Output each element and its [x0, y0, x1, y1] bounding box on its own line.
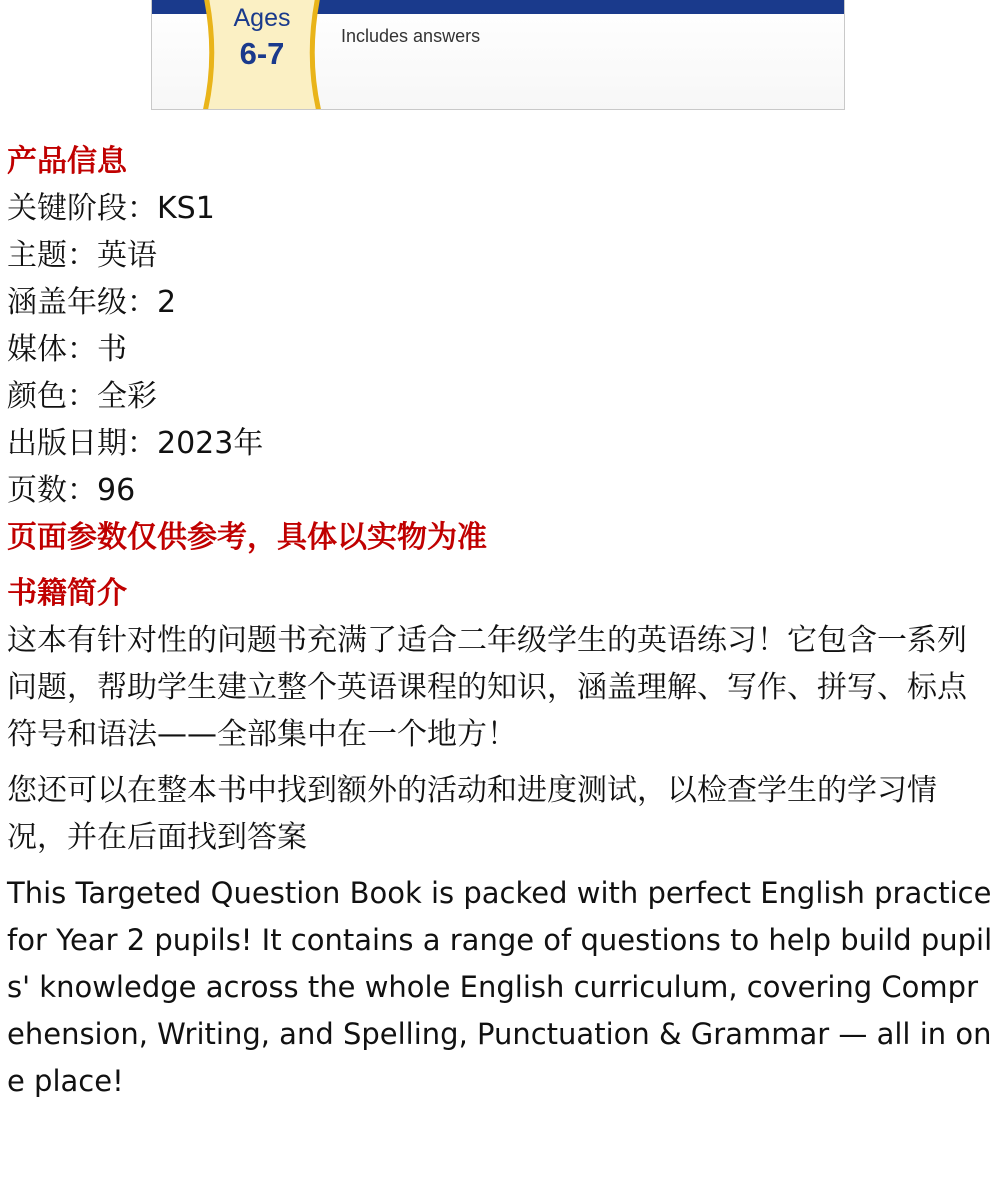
- ages-range: 6-7: [239, 36, 285, 71]
- includes-answers-text: Includes answers: [341, 26, 481, 46]
- info-publish-date: 出版日期：2023年: [7, 426, 264, 461]
- info-color: 颜色：全彩: [7, 379, 157, 414]
- book-cover-image: [151, 0, 845, 110]
- ages-badge: [202, 0, 322, 110]
- product-info-heading: 产品信息: [7, 144, 127, 179]
- product-description: [7, 138, 995, 1114]
- book-intro-section: [7, 570, 995, 1105]
- info-subject: 主题：英语: [7, 238, 157, 273]
- book-intro-heading: 书籍简介: [7, 576, 127, 611]
- info-media: 媒体：书: [7, 332, 127, 367]
- parameters-notice: 页面参数仅供参考，具体以实物为准: [7, 520, 487, 555]
- ages-word: Ages: [233, 4, 291, 32]
- info-page-count: 页数：96: [7, 473, 136, 508]
- intro-paragraph-en: This Targeted Question Book is packed with perfect English practice for Year 2 pupils! It contains a range of questions to help build pupils' knowledge across the whole English curriculum, covering Comprehension, Writing, and Spelling, Punctuation & Grammar — all in one place!: [7, 876, 993, 1098]
- info-key-stage: 关键阶段：KS1: [7, 191, 215, 226]
- intro-paragraph-cn-2: 您还可以在整本书中找到额外的活动和进度测试，以检查学生的学习情况，并在后面找到答案: [7, 773, 937, 855]
- info-year-group: 涵盖年级：2: [7, 285, 177, 320]
- intro-paragraph-cn-1: 这本有针对性的问题书充满了适合二年级学生的英语练习！它包含一系列问题，帮助学生建立整个英语课程的知识，涵盖理解、写作、拼写、标点符号和语法——全部集中在一个地方！: [7, 623, 967, 752]
